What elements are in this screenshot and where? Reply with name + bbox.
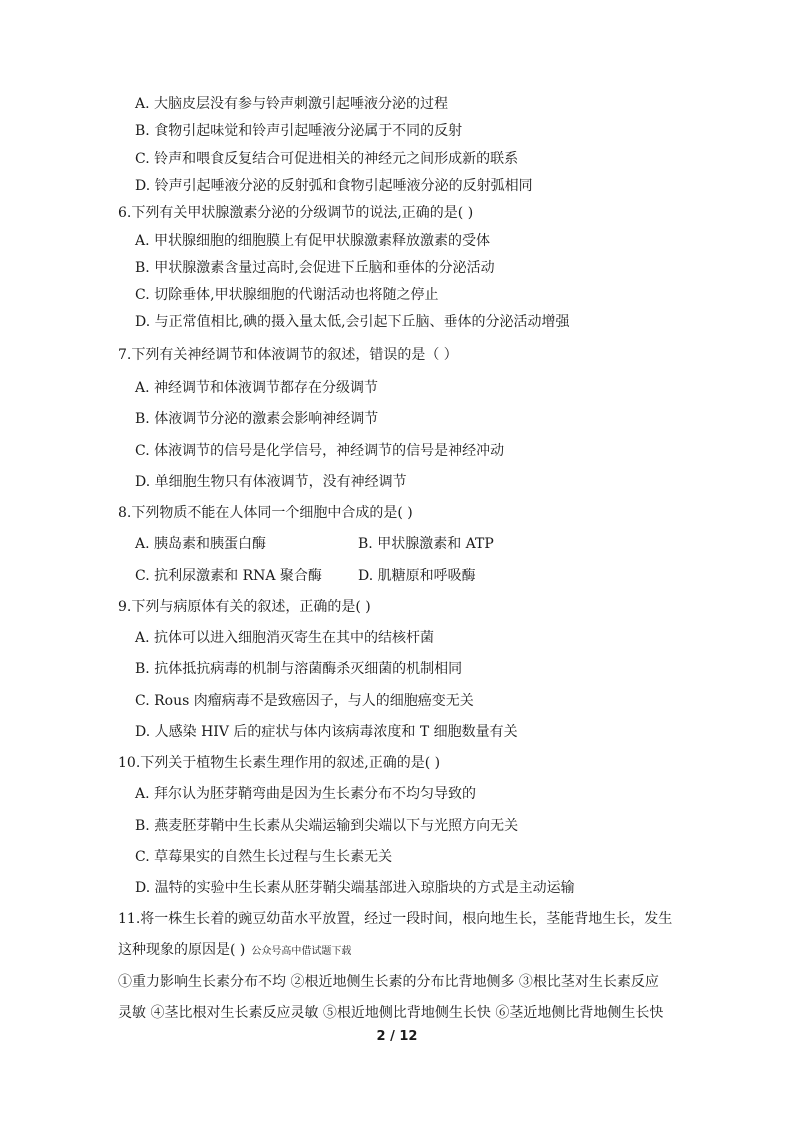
q11-choices-line1: ①重力影响生长素分布不均 ②根近地侧生长素的分布比背地侧多 ③根比茎对生长素反应: [118, 974, 659, 990]
q10-option-d: D. 温特的实验中生长素从胚芽鞘尖端基部进入琼脂块的方式是主动运输: [135, 880, 575, 896]
q9-option-c: C. Rous 肉瘤病毒不是致癌因子，与人的细胞癌变无关: [135, 693, 474, 709]
q7-option-c: C. 体液调节的信号是化学信号，神经调节的信号是神经冲动: [135, 443, 505, 459]
q9-option-b: B. 抗体抵抗病毒的机制与溶菌酶杀灭细菌的机制相同: [135, 661, 463, 677]
watermark-text: 公众号高中借试题下载: [251, 946, 352, 957]
q7-stem: 7.下列有关神经调节和体液调节的叙述，错误的是（ ）: [118, 347, 458, 363]
q6-option-a: A. 甲状腺细胞的细胞膜上有促甲状腺激素释放激素的受体: [135, 233, 491, 249]
q8-option-d: D. 肌糖原和呼吸酶: [358, 568, 476, 584]
q6-option-b: B. 甲状腺激素含量过高时,会促进下丘脑和垂体的分泌活动: [135, 260, 495, 276]
q5-option-a: A. 大脑皮层没有参与铃声刺激引起唾液分泌的过程: [135, 96, 449, 112]
page-number: 2 / 12: [376, 1029, 418, 1044]
q6-option-c: C. 切除垂体,甲状腺细胞的代谢活动也将随之停止: [135, 287, 439, 303]
q9-option-d: D. 人感染 HIV 后的症状与体内该病毒浓度和 T 细胞数量有关: [135, 724, 518, 740]
q6-stem: 6.下列有关甲状腺激素分泌的分级调节的说法,正确的是( ): [118, 205, 474, 221]
q5-option-b: B. 食物引起味觉和铃声引起唾液分泌属于不同的反射: [135, 123, 463, 139]
q8-option-a: A. 胰岛素和胰蛋白酶: [135, 536, 267, 552]
q5-option-d: D. 铃声引起唾液分泌的反射弧和食物引起唾液分泌的反射弧相同: [135, 178, 533, 194]
q8-stem: 8.下列物质不能在人体同一个细胞中合成的是( ): [118, 505, 413, 521]
q6-option-d: D. 与正常值相比,碘的摄入量太低,会引起下丘脑、垂体的分泌活动增强: [135, 314, 570, 330]
q11-stem-text: 这种现象的原因是( ): [118, 942, 246, 958]
q11-stem-line1: 11.将一株生长着的豌豆幼苗水平放置，经过一段时间，根向地生长，茎能背地生长，发生: [118, 911, 673, 927]
q11-stem-line2: [118, 940, 351, 962]
q8-option-b: B. 甲状腺激素和 ATP: [358, 536, 494, 552]
q8-option-c: C. 抗利尿激素和 RNA 聚合酶: [135, 568, 322, 584]
q11-choices-line2: 灵敏 ④茎比根对生长素反应灵敏 ⑤根近地侧比背地侧生长快 ⑥茎近地侧比背地侧生长快: [118, 1005, 664, 1021]
q10-option-b: B. 燕麦胚芽鞘中生长素从尖端运输到尖端以下与光照方向无关: [135, 818, 519, 834]
q9-option-a: A. 抗体可以进入细胞消灭寄生在其中的结核杆菌: [135, 630, 435, 646]
q7-option-b: B. 体液调节分泌的激素会影响神经调节: [135, 411, 379, 427]
q10-option-a: A. 拜尔认为胚芽鞘弯曲是因为生长素分布不均匀导致的: [135, 786, 477, 802]
q5-option-c: C. 铃声和喂食反复结合可促进相关的神经元之间形成新的联系: [135, 151, 519, 167]
q10-option-c: C. 草莓果实的自然生长过程与生长素无关: [135, 849, 393, 865]
q9-stem: 9.下列与病原体有关的叙述，正确的是( ): [118, 599, 371, 615]
q7-option-a: A. 神经调节和体液调节都存在分级调节: [135, 380, 379, 396]
q7-option-d: D. 单细胞生物只有体液调节，没有神经调节: [135, 474, 407, 490]
q10-stem: 10.下列关于植物生长素生理作用的叙述,正确的是( ): [118, 755, 441, 771]
